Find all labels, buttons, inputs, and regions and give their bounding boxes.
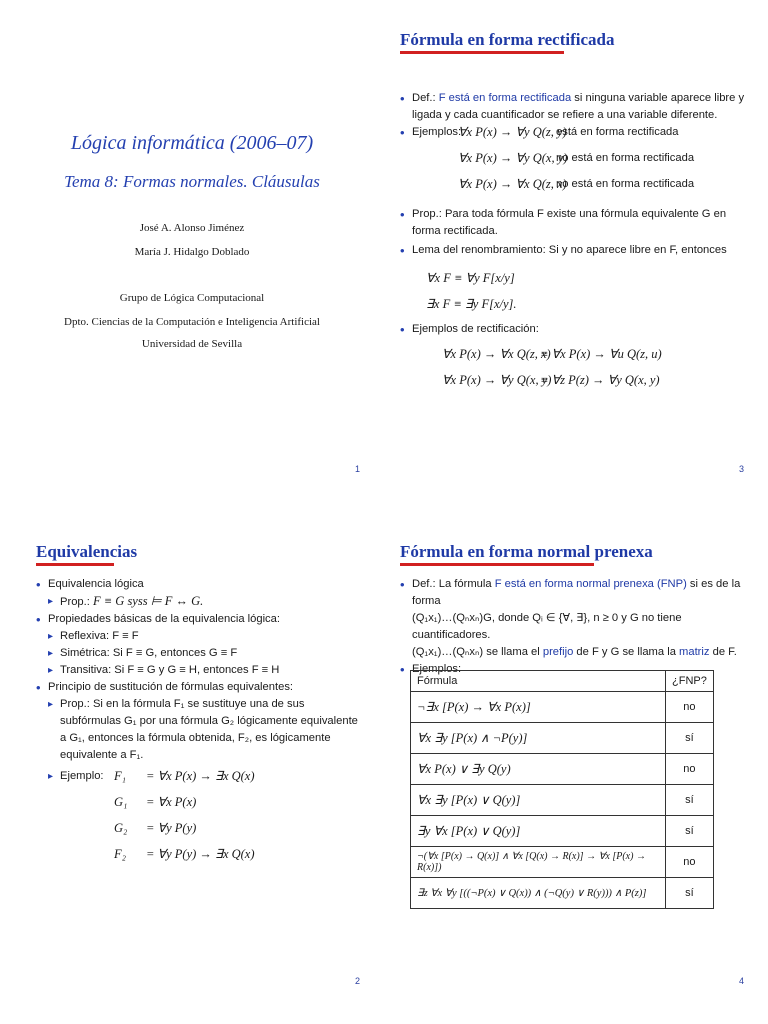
author-1: José A. Alonso Jiménez: [139, 222, 245, 234]
slide-title: Fórmula en forma rectificada: [400, 30, 615, 49]
slide-1: [0, 0, 384, 512]
slide-3: [384, 0, 768, 512]
title-underline: [400, 51, 564, 54]
proposition-bullet: • Prop.: Para toda fórmula F existe una fórmula equivalente G en forma rectificada.: [400, 206, 748, 240]
lemma-bullet: • Lema del renombramiento: Si y no aparece libre en F, entonces: [400, 242, 748, 259]
table-row: ∃y ∀x [P(x) ∨ Q(y)] sí: [411, 816, 714, 847]
slide-title: Equivalencias: [36, 542, 138, 561]
slide-body: [400, 90, 748, 402]
slide-title: Fórmula en forma normal prenexa: [400, 542, 653, 561]
table-row: ∀x ∃y [P(x) ∨ Q(y)] sí: [411, 785, 714, 816]
definition-line-2: (Q₁x₁)…(Qₙxₙ)G, donde Qᵢ ∈ {∀, ∃}, n ≥ 0 y G no tiene cuantificadores.: [412, 612, 682, 641]
slide-4: [384, 512, 768, 1024]
definition-bullet: • Def.: F está en forma rectificada si ninguna variable aparece libre y ligada y cada cuantificador se refiere a una variable diferente.: [400, 90, 748, 124]
author-2: María J. Hidalgo Doblado: [134, 246, 250, 258]
equivalence-prop: ▸ Prop.: F ≡ G syss ⊨ F ↔ G.: [36, 593, 364, 611]
equivalence-bullet: • Equivalencia lógica: [36, 576, 364, 593]
document-subtitle: Tema 8: Formas normales. Cláusulas: [64, 172, 320, 191]
column-header-formula: Fórmula: [411, 671, 666, 692]
lemma-formulas: ∀x F ≡ ∀y F[x/y] ∃x F ≡ ∃y F[x/y].: [426, 271, 517, 311]
examples-bullet: • Ejemplos:: [400, 661, 748, 678]
reflexive-item: ▸ Reflexiva: F ≡ F: [36, 628, 364, 645]
examples-bullet: • Ejemplos: ∀x P(x) → ∀y Q(z, y) está en forma rectificada ∀x P(x) → ∀y Q(x, y) no está en forma rectificada ∀x P(x) → ∀x Q(z, x) no está en forma rectificada: [400, 124, 748, 204]
title-underline: [400, 563, 594, 566]
transitive-item: ▸ Transitiva: Si F ≡ G y G ≡ H, entonces F ≡ H: [36, 662, 364, 679]
table-row: ¬(∀x [P(x) → Q(x)] ∧ ∀x [Q(x) → R(x)] → ∀x [P(x) → R(x)]) no: [411, 847, 714, 878]
table-header-row: [411, 671, 714, 692]
table-row: ∃z ∀x ∀y [((¬P(x) ∨ Q(x)) ∧ (¬Q(y) ∨ R(y))) ∧ P(z)] sí: [411, 878, 714, 909]
substitution-prop: ▸ Prop.: Si en la fórmula F₁ se sustituye una de sus subfórmulas G₁ por una fórmula G₂ lógicamente equivalente a G₁, entonces la fórmula obtenida, F₂, es lógicamente equivalente a F₁.: [36, 696, 364, 764]
slide-body: [400, 576, 748, 678]
slide-body: [36, 576, 364, 872]
symmetric-item: ▸ Simétrica: Si F ≡ G, entonces G ≡ F: [36, 645, 364, 662]
page-number: 1: [354, 464, 360, 474]
definition-bullet: • Def.: La fórmula F está en forma normal prenexa (FNP) si es de la forma: [400, 576, 748, 610]
affiliation-department: Dpto. Ciencias de la Computación e Inteligencia Artificial: [64, 316, 320, 328]
title-underline: [36, 563, 114, 566]
page-number: 4: [738, 976, 744, 986]
rectification-bullet: • Ejemplos de rectificación:: [400, 321, 748, 338]
fnp-examples-table: [410, 670, 714, 909]
affiliation-university: Universidad de Sevilla: [141, 338, 243, 350]
slide-2: [0, 512, 384, 1024]
substitution-bullet: • Principio de sustitución de fórmulas equivalentes:: [36, 679, 364, 696]
substitution-example: ▸ Ejemplo: F₁ = ∀x P(x) → ∃x Q(x) G₁ = ∀x P(x) G₂ = ∀y P(y) F₂ = ∀y P(y) → ∃x Q(x): [36, 768, 364, 872]
affiliation-group: Grupo de Lógica Computacional: [119, 292, 265, 304]
table-row: ¬∃x [P(x) → ∀x P(x)] no: [411, 692, 714, 723]
table-row: ∀x P(x) ∨ ∃y Q(y) no: [411, 754, 714, 785]
definition-line-3: (Q₁x₁)…(Qₙxₙ) se llama el prefijo de F y G se llama la matriz de F.: [412, 646, 737, 658]
document-title: Lógica informática (2006–07): [70, 132, 314, 154]
properties-bullet: • Propiedades básicas de la equivalencia lógica:: [36, 611, 364, 628]
table-row: ∀x ∃y [P(x) ∧ ¬P(y)] sí: [411, 723, 714, 754]
page-number: 3: [738, 464, 744, 474]
page-number: 2: [354, 976, 360, 986]
rectification-examples: ∀x P(x) → ∀x Q(z, x) ≡ ∀x P(x) → ∀u Q(z, u) ∀x P(x) → ∀y Q(x, y) ≡ ∀z P(z) → ∀y Q(x, y): [442, 347, 662, 387]
column-header-fnp: ¿FNP?: [666, 671, 714, 692]
